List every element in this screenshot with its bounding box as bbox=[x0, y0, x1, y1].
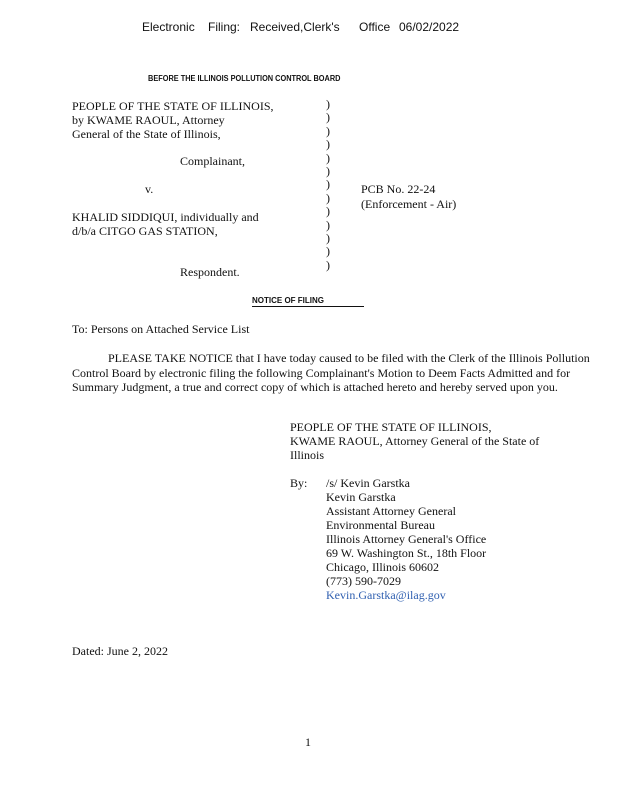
notice-title: NOTICE OF FILING bbox=[252, 296, 364, 307]
attorney-office: Illinois Attorney General's Office bbox=[326, 532, 487, 546]
phone-number: (773) 590-7029 bbox=[326, 574, 401, 588]
stamp-office: Office bbox=[359, 20, 391, 34]
stamp-electronic: Electronic bbox=[142, 20, 195, 34]
by-label: By: bbox=[290, 476, 308, 490]
respondent-label: Respondent. bbox=[180, 265, 240, 279]
email-link[interactable]: Kevin.Garstka@ilag.gov bbox=[326, 588, 446, 602]
case-number: PCB No. 22-24 bbox=[361, 182, 436, 196]
defendant-line-2: d/b/a CITGO GAS STATION, bbox=[72, 224, 218, 238]
signature-party-line-1: PEOPLE OF THE STATE OF ILLINOIS, bbox=[290, 420, 492, 434]
electronic-signature: /s/ Kevin Garstka bbox=[326, 476, 410, 490]
plaintiff-line-1: PEOPLE OF THE STATE OF ILLINOIS, bbox=[72, 99, 274, 113]
address-line-1: 69 W. Washington St., 18th Floor bbox=[326, 546, 487, 560]
signature-party-line-3: Illinois bbox=[290, 448, 325, 462]
attorney-name: Kevin Garstka bbox=[326, 490, 396, 504]
plaintiff-line-3: General of the State of Illinois, bbox=[72, 127, 221, 141]
defendant-line-1: KHALID SIDDIQUI, individually and bbox=[72, 210, 259, 224]
stamp-filing: Filing: bbox=[208, 20, 241, 34]
stamp-date: 06/02/2022 bbox=[399, 20, 460, 34]
caption-parentheses: ) ) ) ) ) ) ) ) ) ) ) ) ) bbox=[326, 97, 330, 272]
attorney-bureau: Environmental Bureau bbox=[326, 518, 435, 532]
complainant-label: Complainant, bbox=[180, 154, 245, 168]
case-type: (Enforcement - Air) bbox=[361, 197, 457, 211]
signature-party-line-2: KWAME RAOUL, Attorney General of the State of bbox=[290, 434, 540, 448]
dated-line: Dated: June 2, 2022 bbox=[72, 644, 168, 658]
plaintiff-line-2: by KWAME RAOUL, Attorney bbox=[72, 113, 225, 127]
notice-body-paragraph: PLEASE TAKE NOTICE that I have today caused to be filed with the Clerk of the Illinois Pollution Control Board by electronic filing the following Complainant's Motion to Deem Facts Admitted and for Summary Judgment, a true and correct copy of which is attached hereto and hereby served upon you. bbox=[72, 351, 590, 394]
salutation: To: Persons on Attached Service List bbox=[72, 322, 250, 336]
page-number: 1 bbox=[305, 735, 311, 749]
versus-label: v. bbox=[145, 182, 154, 196]
address-line-2: Chicago, Illinois 60602 bbox=[326, 560, 439, 574]
board-heading: BEFORE THE ILLINOIS POLLUTION CONTROL BOARD bbox=[148, 74, 341, 83]
attorney-title: Assistant Attorney General bbox=[326, 504, 456, 518]
stamp-received: Received,Clerk's bbox=[250, 20, 340, 34]
